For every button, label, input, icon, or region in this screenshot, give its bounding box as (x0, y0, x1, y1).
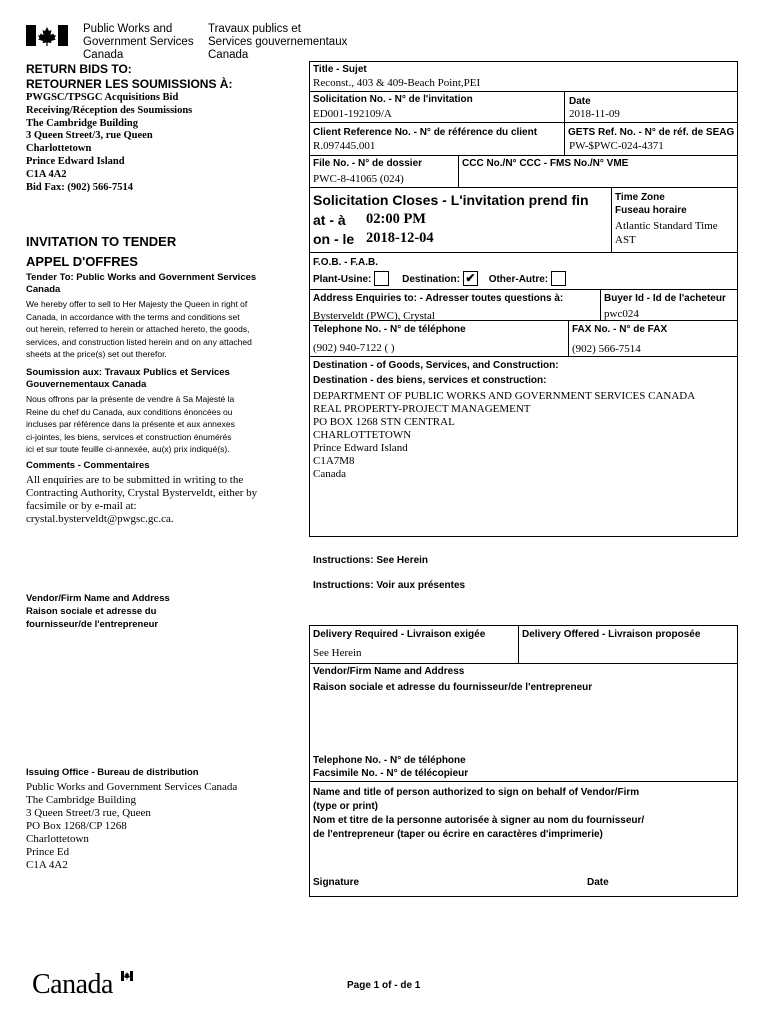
invitation-title-en: INVITATION TO TENDER (26, 234, 177, 249)
return-bids-address (26, 92, 192, 194)
other-autre-checkbox[interactable] (551, 271, 566, 286)
vendor-name-label-fr: Raison sociale et adresse du fournisseur/de l'entrepreneur (313, 682, 593, 693)
file-no-label: File No. - N° de dossier (313, 158, 423, 169)
fax-label: FAX No. - N° de FAX (572, 324, 668, 335)
return-bids-title-en: RETURN BIDS TO: (26, 62, 132, 76)
telephone-label: Telephone No. - N° de téléphone (313, 324, 466, 335)
department-name-en (83, 23, 194, 62)
address-enquiries-label: Address Enquiries to: - Adresser toutes questions à: (313, 293, 564, 304)
canada-wordmark-text: Canada (32, 969, 113, 1000)
comments-body (26, 474, 257, 526)
closes-on-label: on - le (313, 231, 355, 247)
canada-wordmark (32, 969, 113, 1001)
address-line: Charlottetown (26, 833, 89, 845)
address-line: PWGSC/TPSGC Acquisitions Bid (26, 92, 179, 103)
vendor-name-label-en: Vendor/Firm Name and Address (313, 666, 465, 677)
date-label: Date (569, 96, 591, 107)
vendor-facsimile-label: Facsimile No. - N° de télécopieur (313, 768, 469, 779)
destination-address (313, 390, 695, 481)
dept-en-line: Canada (83, 49, 124, 61)
signer-line: Name and title of person authorized to sign on behalf of Vendor/Firm (313, 787, 640, 798)
invitation-title-fr: APPEL D'OFFRES (26, 254, 138, 269)
body-line: ici et sur toute feuille ci-annexée, au(x) prix indiqué(s). (26, 444, 230, 454)
vendor-name-field[interactable] (313, 697, 733, 749)
solicitation-value: ED001-192109/A (313, 108, 392, 120)
signer-line: Nom et titre de la personne autorisée à signer au nom du fournisseur/ (313, 815, 645, 826)
delivery-required-value: See Herein (313, 647, 362, 659)
solicitation-label: Solicitation No. - N° de l'invitation (313, 94, 473, 105)
signature-label: Signature (313, 877, 360, 888)
buyer-id-label: Buyer Id - Id de l'acheteur (604, 293, 726, 304)
destination-checkbox[interactable]: ✔ (463, 271, 478, 286)
dept-en-line: Government Services (83, 36, 194, 48)
fob-label: F.O.B. - F.A.B. (313, 257, 378, 268)
address-line: 3 Queen Street/3 rue, Queen (26, 807, 151, 819)
instructions-fr: Instructions: Voir aux présentes (313, 580, 466, 591)
address-line: Prince Ed (26, 846, 70, 858)
address-line: C1A 4A2 (26, 168, 67, 180)
dept-fr-line: Canada (208, 49, 249, 61)
address-line: Receiving/Réception des Soumissions (26, 104, 193, 116)
signature-date-label: Date (587, 877, 609, 888)
destination-goods-label-en: Destination - of Goods, Services, and Construction: (313, 360, 559, 371)
issuing-office-address (26, 781, 237, 872)
body-line: sheets at the price(s) set out therefor. (26, 349, 167, 359)
telephone-value: (902) 940-7122 ( ) (313, 342, 395, 354)
time-zone-label-en: Time Zone (615, 192, 665, 203)
fob-options (313, 272, 570, 287)
gets-ref-label: GETS Ref. No. - N° de réf. de SEAG (568, 127, 735, 138)
comment-line: All enquiries are to be submitted in writing to the (26, 474, 244, 486)
body-line: out herein, referred to herein or attached hereto, the goods, (26, 324, 250, 334)
body-line: ci-jointes, les biens, services et construction énumérés (26, 431, 232, 442)
dest-line: CHARLOTTETOWN (313, 429, 412, 441)
closes-at-row (313, 212, 346, 228)
vendor-telephone-label: Telephone No. - N° de téléphone (313, 755, 466, 766)
date-value: 2018-11-09 (569, 108, 620, 120)
dest-line: DEPARTMENT OF PUBLIC WORKS AND GOVERNMENT SERVICES CANADA (313, 390, 696, 402)
comment-line: facsimile or by e-mail at: (26, 500, 137, 512)
return-bids-title-fr: RETOURNER LES SOUMISSIONS À: (26, 77, 233, 91)
dept-en-line: Public Works and (83, 23, 173, 35)
dest-line: Prince Edward Island (313, 442, 408, 454)
title-value: Reconst., 403 & 409-Beach Point,PEI (313, 77, 481, 89)
page-number: Page 1 of - de 1 (347, 980, 421, 991)
closing-date: 2018-12-04 (366, 230, 434, 246)
address-line: C1A 4A2 (26, 859, 68, 871)
client-ref-label: Client Reference No. - N° de référence du client (313, 127, 538, 138)
dest-line: C1A7M8 (313, 455, 355, 467)
destination-goods-label-fr: Destination - des biens, services et construction: (313, 375, 547, 386)
department-name-fr (208, 23, 347, 62)
dest-line: REAL PROPERTY-PROJECT MANAGEMENT (313, 403, 531, 415)
bid-fax: Bid Fax: (902) 566-7514 (26, 181, 134, 193)
comments-label: Comments - Commentaires (26, 460, 150, 471)
gets-ref-value: PW-$PWC-024-4371 (569, 140, 664, 152)
dept-fr-line: Services gouvernementaux (208, 36, 348, 48)
body-line: Nous offrons par la présente de vendre à Sa Majesté la (26, 394, 235, 404)
body-line: Reine du chef du Canada, aux conditions énoncées ou (26, 406, 233, 417)
time-zone-abbrev: AST (615, 234, 636, 246)
dest-line: Canada (313, 468, 346, 480)
dest-line: PO BOX 1268 STN CENTRAL (313, 416, 455, 428)
solicitation-closes-label: Solicitation Closes - L'invitation prend fin (313, 192, 589, 208)
signer-line: (type or print) (313, 801, 378, 812)
label-line: fournisseur/de l'entrepreneur (26, 619, 159, 630)
vendor-left-label (26, 592, 170, 631)
client-ref-value: R.097445.001 (313, 140, 376, 152)
other-autre-label: Other-Autre: (488, 274, 549, 286)
address-line: Prince Edward Island (26, 155, 125, 167)
authorized-signer-field[interactable] (313, 845, 733, 873)
delivery-offered-label: Delivery Offered - Livraison proposée (522, 629, 701, 640)
comment-line: Contracting Authority, Crystal Bysterveldt, either by (26, 487, 258, 499)
time-zone-label-fr: Fuseau horaire (615, 205, 687, 216)
address-line: The Cambridge Building (26, 117, 139, 129)
body-line: We hereby offer to sell to Her Majesty the Queen in right of (26, 299, 248, 309)
address-line: 3 Queen Street/3, rue Queen (26, 130, 153, 142)
issuing-office-label: Issuing Office - Bureau de distribution (26, 767, 199, 778)
plant-usine-checkbox[interactable] (374, 271, 389, 286)
title-label: Title - Sujet (313, 64, 367, 75)
address-line: Public Works and Government Services Canada (26, 781, 238, 793)
body-line: services, and construction listed herein and on any attached (26, 336, 252, 347)
address-line: Charlottetown (26, 143, 92, 155)
destination-label: Destination: (402, 274, 460, 286)
comment-line: crystal.bysterveldt@pwgsc.gc.ca. (26, 513, 174, 525)
tender-to-body (26, 298, 288, 361)
fax-value: (902) 566-7514 (572, 343, 641, 355)
address-enquiries-value: Bysterveldt (PWC), Crystal (313, 310, 435, 322)
file-no-value: PWC-8-41065 (024) (313, 173, 404, 185)
instructions-en: Instructions: See Herein (313, 555, 429, 566)
buyer-id-value: pwc024 (604, 308, 639, 320)
dept-fr-line: Travaux publics et (208, 23, 301, 35)
soumission-body (26, 393, 288, 456)
soumission-label: Soumission aux: Travaux Publics et Services Gouvernementaux Canada (26, 367, 230, 390)
delivery-required-label: Delivery Required - Livraison exigée (313, 629, 486, 640)
return-bids-title (26, 62, 232, 92)
invitation-title (26, 232, 176, 272)
body-line: incluses par référence dans la présente et aux annexes (26, 419, 235, 429)
wordmark-flag-icon (121, 971, 133, 981)
body-line: Canada, in accordance with the terms and conditions set (26, 311, 240, 322)
time-zone-value: Atlantic Standard Time (615, 220, 718, 232)
closes-at-label: at - à (313, 212, 346, 228)
address-line: PO Box 1268/CP 1268 (26, 820, 127, 832)
ccc-label: CCC No./N° CCC - FMS No./N° VME (462, 158, 629, 169)
government-flag-logo (26, 25, 68, 46)
plant-usine-label: Plant-Usine: (313, 274, 372, 286)
authorized-signer-label (313, 786, 644, 842)
tender-to-label: Tender To: Public Works and Government Services Canada (26, 272, 257, 295)
address-line: The Cambridge Building (26, 794, 136, 806)
label-line: Vendor/Firm Name and Address (26, 593, 170, 604)
closing-time: 02:00 PM (366, 211, 426, 227)
delivery-offered-field[interactable] (522, 641, 732, 661)
label-line: Raison sociale et adresse du (26, 606, 157, 617)
signer-line: de l'entrepreneur (taper ou écrire en caractères d'imprimerie) (313, 829, 603, 840)
